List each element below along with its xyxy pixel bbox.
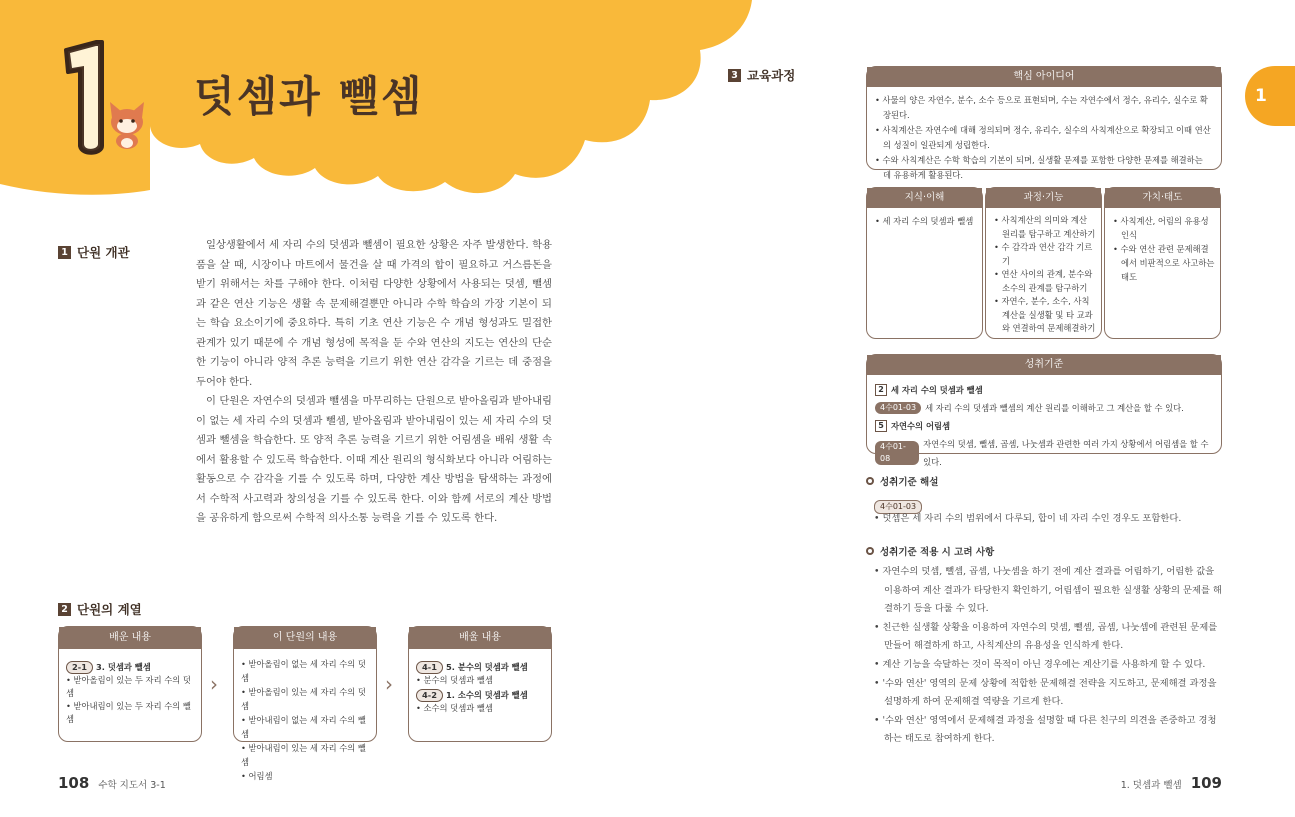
list-item: • 사물의 양은 자연수, 분수, 소수 등으로 표현되며, 수는 자연수에서 정수, 유리수, 실수로 확장된다. <box>875 95 1208 120</box>
section-sequence-heading <box>58 600 142 618</box>
achievement-card <box>866 354 1222 467</box>
list-item: • 자연수, 분수, 소수, 사칙계산을 실생활 및 타 교과와 연결하여 문제해결하기 <box>994 296 1096 333</box>
unit-title: 5. 분수의 덧셈과 뺄셈 <box>446 662 528 672</box>
ksa-values-card <box>1104 187 1221 339</box>
card-header: 핵심 아이디어 <box>867 67 1221 87</box>
list-item: • 받아내림이 없는 세 자리 수의 뺄셈 <box>241 715 366 739</box>
list-item: • 사칙계산은 자연수에 대해 정의되며 정수, 유리수, 실수의 사칙계산으로 확장되고 이때 연산의 성질이 일관되게 성립한다. <box>875 125 1211 150</box>
book-title: 수학 지도서 3-1 <box>98 780 166 791</box>
footer-right <box>1121 774 1222 792</box>
ksa-process-card <box>985 187 1102 339</box>
section-curriculum-heading <box>728 66 795 84</box>
section-number-badge: 1 <box>58 246 71 259</box>
list-item: • 받아내림이 있는 세 자리 수의 뺄셈 <box>241 743 366 767</box>
list-item: • 자연수의 덧셈, 뺄셈, 곱셈, 나눗셈을 하기 전에 계산 결과를 어림하기, 어림한 값을 이용하여 계산 결과가 타당한지 확인하기, 어림셈이 필요한 실생활 상황의 문제를 해결하기 등을 다룰 수 있다. <box>874 566 1222 615</box>
considerations-heading: 성취기준 적용 시 고려 사항 <box>866 544 994 558</box>
overview-paragraph: 일상생활에서 세 자리 수의 덧셈과 뺄셈이 필요한 상황은 자주 발생한다. 학용품을 살 때, 시장이나 마트에서 물건을 살 때 가격의 합이 필요하고 거스름돈을 받기 위해서는 차를 구해야 한다. 이처럼 다양한 상황에서 사용되는 덧셈, 뺄셈과 같은 연산 기능은 생활 속 문제해결뿐만 아니라 수학 학습의 가장 기본이 되는 학습 요소이기에 중요하다. 특히 기초 연산 기능은 수 개념 형성과도 밀접한 관계가 있기 때문에 수 개념 형성에 목적을 둔 수와 연산의 지도는 연산의 단순한 기능이 아니라 양적 추론 능력을 기르기 위한 연산 감각을 기르는 데 중점을 두어야 한다. <box>196 239 552 388</box>
grade-pill: 4-1 <box>416 661 443 674</box>
overview-paragraph: 이 단원은 자연수의 덧셈과 뺄셈을 마무리하는 단원으로 받아올림과 받아내림이 없는 세 자리 수의 덧셈과 뺄셈, 받아올림과 받아내림이 있는 세 자리 수의 덧셈과 뺄셈을 학습한다. 또 양적 추론 능력을 기르기 위한 어림셈을 배워 생활 속에서 활용할 수 있도록 학습한다. 이때 계산 원리의 형식화보다 아니라 어림하는 활동으로 수 감각을 기를 수 있도록 하며, 다양한 계산 방법을 탐색하는 과정에서 수학적 사고력과 창의성을 기를 수 있도록 한다. 이와 함께 서로의 계산 방법을 공유하게 함으로써 수학적 의사소통 능력을 기를 수 있도록 한다. <box>196 395 552 524</box>
card-header: 가치·태도 <box>1105 188 1220 208</box>
bullet-circle-icon <box>866 477 874 485</box>
bullet-circle-icon <box>866 547 874 555</box>
standard-code: 4수01-03 <box>875 402 921 414</box>
flow-box-header: 배운 내용 <box>59 627 201 649</box>
section-title: 단원의 계열 <box>77 602 142 617</box>
chevron-right-icon: › <box>385 672 393 696</box>
footer-left <box>58 774 166 792</box>
standard-number: 5 <box>875 420 887 432</box>
list-item: • 사칙계산, 어림의 유용성 인식 <box>1113 216 1209 240</box>
list-item: • 계산 기능을 숙달하는 것이 목적이 아닌 경우에는 계산기를 사용하게 할 수 있다. <box>874 658 1206 670</box>
section-overview-heading <box>58 243 130 261</box>
list-item: • 덧셈은 세 자리 수의 범위에서 다루되, 합이 네 자리 수인 경우도 포함한다. <box>874 513 1182 524</box>
list-item: • 세 자리 수의 덧셈과 뺄셈 <box>875 216 974 226</box>
page-number: 109 <box>1190 774 1222 792</box>
list-item: • 수와 사칙계산은 수학 학습의 기본이 되며, 실생활 문제를 포함한 다양한 문제를 해결하는 데 유용하게 활용된다. <box>875 155 1203 180</box>
grade-pill: 2-1 <box>66 661 93 674</box>
chevron-right-icon: › <box>210 672 218 696</box>
card-header: 지식·이해 <box>867 188 982 208</box>
grade-pill: 4-2 <box>416 689 443 702</box>
standard-code: 4수01-08 <box>875 441 919 465</box>
list-item: • '수와 연산' 영역의 문제 상황에 적합한 문제해결 전략을 지도하고, 문제해결 과정을 설명하게 하여 문제해결 역량을 기르게 한다. <box>874 677 1217 708</box>
standard-text: 자연수의 덧셈, 뺄셈, 곱셈, 나눗셈과 관련한 여러 가지 상황에서 어림셈을 할 수 있다. <box>923 439 1209 467</box>
standard-number: 2 <box>875 384 887 396</box>
standard-title: 세 자리 수의 덧셈과 뺄셈 <box>891 385 983 395</box>
core-idea-card <box>866 66 1222 180</box>
list-item: • 연산 사이의 관계, 분수와 소수의 관계를 탐구하기 <box>994 269 1093 293</box>
list-item: • 받아내림이 있는 두 자리 수의 뺄셈 <box>66 701 191 724</box>
section-title: 단원 개관 <box>77 245 130 260</box>
standard-title: 자연수의 어림셈 <box>891 421 950 431</box>
list-item: • 수와 연산 관련 문제해결에서 비판적으로 사고하는 태도 <box>1113 244 1215 282</box>
flow-box-current <box>233 626 377 781</box>
flow-box-previous <box>58 626 202 742</box>
list-item: • 받아올림이 있는 세 자리 수의 덧셈 <box>241 687 366 711</box>
flow-box-header: 이 단원의 내용 <box>234 627 376 649</box>
list-item: • 받아올림이 없는 세 자리 수의 덧셈 <box>241 659 366 683</box>
flow-box-header: 배울 내용 <box>409 627 551 649</box>
card-header: 과정·기능 <box>986 188 1101 208</box>
section-number-badge: 2 <box>58 603 71 616</box>
section-number-badge: 3 <box>728 69 741 82</box>
unit-title: 1. 소수의 덧셈과 뺄셈 <box>446 690 528 700</box>
list-item: • 소수의 덧셈과 뺄셈 <box>416 703 493 713</box>
list-item: • 받아올림이 있는 두 자리 수의 덧셈 <box>66 675 191 698</box>
chapter-footer-title: 1. 덧셈과 뺄셈 <box>1120 780 1182 791</box>
page-number: 108 <box>58 774 90 792</box>
card-header: 성취기준 <box>867 355 1221 375</box>
chapter-side-tab: 1 <box>1245 66 1295 126</box>
section-title: 교육과정 <box>747 68 796 83</box>
overview-text <box>196 236 552 529</box>
mascot-illustration <box>104 98 150 150</box>
unit-title: 3. 덧셈과 뺄셈 <box>96 662 151 672</box>
list-item: • 어림셈 <box>241 771 273 781</box>
list-item: • 수 감각과 연산 감각 기르기 <box>994 242 1093 266</box>
considerations-list <box>874 563 1224 749</box>
list-item: • 친근한 실생활 상황을 이용하여 자연수의 덧셈, 뺄셈, 곱셈, 나눗셈에 관련된 문제를 만들어 해결하게 하고, 사칙계산의 유용성을 인식하게 한다. <box>874 621 1218 652</box>
explanation-heading: 성취기준 해설 <box>866 474 938 488</box>
list-item: • 분수의 덧셈과 뺄셈 <box>416 675 493 685</box>
standard-text: 세 자리 수의 덧셈과 뺄셈의 계산 원리를 이해하고 그 계산을 할 수 있다. <box>925 403 1184 413</box>
explanation-text <box>874 510 1224 529</box>
flow-box-next <box>408 626 552 742</box>
chapter-title: 덧셈과 뺄셈 <box>194 72 424 121</box>
list-item: • 사칙계산의 의미와 계산 원리를 탐구하고 계산하기 <box>994 215 1096 239</box>
standard-code: 4수01-03 <box>874 500 922 514</box>
list-item: • '수와 연산' 영역에서 문제해결 과정을 설명할 때 다른 친구의 의견을 존중하고 경청하는 태도로 참여하게 한다. <box>874 714 1217 745</box>
ksa-knowledge-card <box>866 187 983 339</box>
